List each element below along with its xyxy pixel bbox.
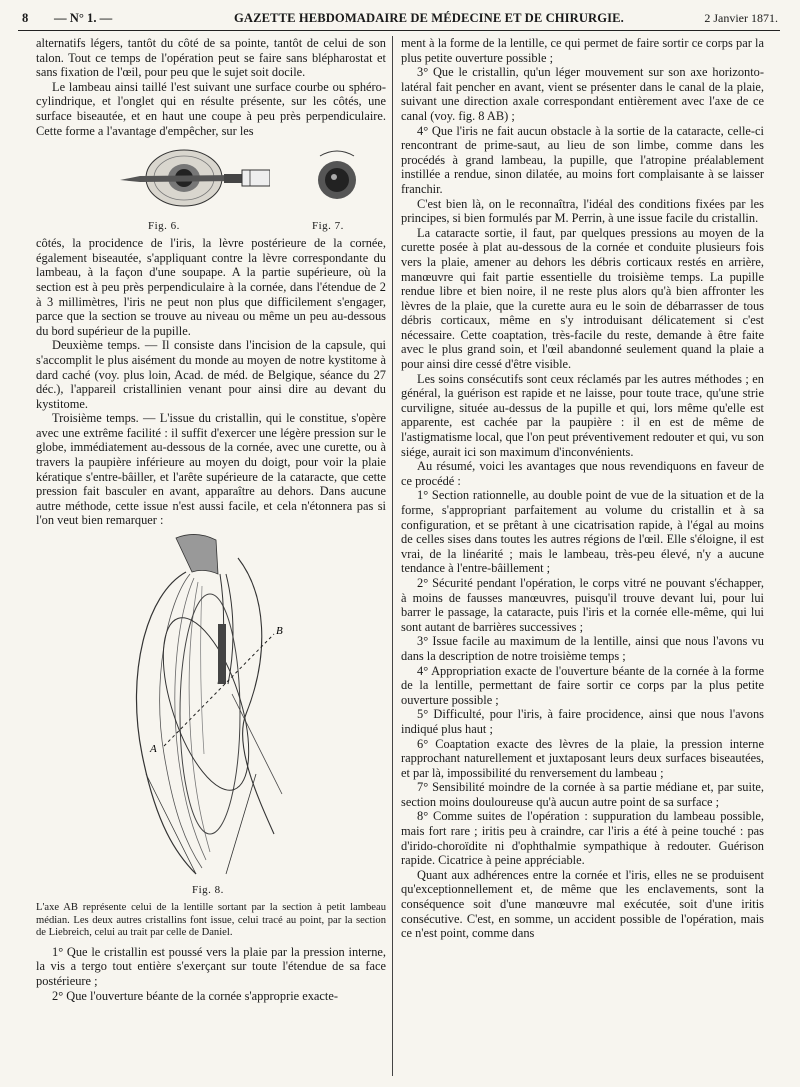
paragraph: Troisième temps. — L'issue du cristallin, qui le constitue, s'opère avec une extrême facilité : il suffit d'exercer une légère pression sur le globe, immédiatement au-dessous de la cornée, avec une curette, ou à travers la paupière inférieure au moyen du doigt, pour voir la plaie kératique s'entre-bâiller, et l'arête supérieure de la cataracte, que cette pression fait basculer en avant, apparaître au dehors. Dans aucune autre méthode, cette issue n'est aussi facile, et cela n'étonnera pas si l'on veut bien remarquer :	[36, 411, 386, 528]
paragraph: 2° Sécurité pendant l'opération, le corps vitré ne pouvant s'échapper, à moins de fausses manœuvres, puisqu'il trouve devant lui, pour lui barrer le passage, la cataracte, puis l'iris et la cornée elle-même, qui lui sont autant de barrières successives ;	[401, 575, 764, 634]
paragraph: alternatifs légers, tantôt du côté de sa pointe, tantôt de celui de son talon. Tout ce temps de l'opération peut se faire sans blépharostat et sans fixation de l'œil, pour peu que le sujet soit docile.	[36, 36, 386, 80]
lens-section-illustration	[106, 534, 306, 882]
column-divider	[392, 36, 393, 1076]
point-b-label: B	[276, 625, 283, 638]
paragraph: Deuxième temps. — Il consiste dans l'incision de la capsule, qui s'accomplit le plus aisément du monde au moyen de notre kystitome à dard caché (voy. plus loin, Acad. de méd. de Belgique, séance du 27 déc.), l'appareil cristallinien venant pour ainsi dire au devant du kystitome.	[36, 338, 386, 411]
figure-8-caption: Fig. 8.	[192, 884, 224, 897]
paragraph: Le lambeau ainsi taillé l'est suivant une surface courbe ou sphéro-cylindrique, et l'onglet qui en résulte présente, sur les côtés, une surface biseautée, et en haut une coupe à peu près perpendiculaire. Cette forme a l'avantage d'empêcher, sur les	[36, 79, 386, 138]
figure-8	[36, 534, 386, 902]
paragraph: 7° Sensibilité moindre de la cornée à sa partie médiane et, par suite, section moins douloureuse qu'à aucun autre point de sa surface ;	[401, 780, 764, 809]
paragraph: côtés, la procidence de l'iris, la lèvre postérieure de la cornée, également biseautée, s'appliquant contre la lèvre correspondante du lambeau, à la façon d'une soupape. A la partie supérieure, où la section est à peu près perpendiculaire à la cornée, dans l'étendue de 2 à 3 millimètres, l'iris ne peut non plus que difficilement s'engager, parce que la section se trouve au niveau ou même un peu au-dessous du bord supérieur de la pupille.	[36, 236, 386, 338]
figures-6-7	[36, 140, 386, 236]
issue-number: — N° 1. —	[54, 11, 113, 25]
journal-title: GAZETTE HEBDOMADAIRE DE MÉDECINE ET DE CHIRURGIE.	[234, 11, 624, 25]
paragraph: 1° Que le cristallin est poussé vers la plaie par la pression interne, la vis a tergo tout entière s'exerçant sur toute l'étendue de sa face postérieure ;	[36, 944, 386, 988]
point-a-label: A	[150, 743, 157, 756]
figure-8-legend: L'axe AB représente celui de la lentille sortant par la section à petit lambeau médian. Les deux autres cristallins font issue, celui tracé au point, par la section de Liebreich, celui au trait par celle de Daniel.	[36, 902, 386, 939]
paragraph: C'est bien là, on le reconnaîtra, l'idéal des conditions fixées par les principes, si bien formulés par M. Perrin, à une issue facile du cristallin.	[401, 196, 764, 226]
paragraph: 6° Coaptation exacte des lèvres de la plaie, la pression interne rapprochant naturellement et juxtaposant leurs deux surfaces biseautées, et par là, impossibilité du renversement du lambeau ;	[401, 736, 764, 780]
paragraph: 3° Issue facile au maximum de la lentille, ainsi que nous l'avons vu dans la description de notre troisième temps ;	[401, 634, 764, 663]
paragraph: 5° Difficulté, pour l'iris, à faire procidence, ainsi que nous l'avons indiqué plus haut ;	[401, 707, 764, 736]
paragraph: 3° Que le cristallin, qu'un léger mouvement sur son axe horizonto-latéral fait pencher en avant, vient se présenter dans le canal de la plaie, suivant une direction axale correspondant entièrement avec l'axe de ce canal (voy. fig. 8 AB) ;	[401, 65, 764, 123]
paragraph: ment à la forme de la lentille, ce qui permet de faire sortir ce corps par la plus petite ouverture possible ;	[401, 36, 764, 65]
page-number: 8	[22, 11, 29, 25]
left-column	[36, 36, 386, 1003]
knife-in-eye-illustration	[120, 146, 270, 212]
paragraph: Au résumé, voici les avantages que nous revendiquons en faveur de ce procédé :	[401, 459, 764, 488]
paragraph: 1° Section rationnelle, au double point de vue de la situation et de la forme, s'appropriant parfaitement au volume du cristallin et à sa configuration, et se prêtant à une cicatrisation rapide, à l'égal au moins de celles sises dans toutes les autres régions de l'œil. Elle s'éloigne, il est vrai, de la linéarité ; mais le lambeau, très-peu élevé, n'y a aucune tendance à l'entre-bâillement ;	[401, 488, 764, 576]
paragraph: 4° Que l'iris ne fait aucun obstacle à la sortie de la cataracte, celle-ci rencontrant de prime-saut, au lieu de son limbe, comme dans les procédés à grand lambeau, la pupille, que l'atropine préalablement instillée a rendue, sinon dilatée, au moins fort complaisante à se laisser franchir.	[401, 123, 764, 196]
page-header	[18, 6, 780, 31]
eye-section-illustration	[312, 146, 362, 206]
issue-date: 2 Janvier 1871.	[704, 11, 778, 25]
paragraph: 8° Comme suites de l'opération : suppuration du lambeau possible, mais fort rare ; iritis peu à craindre, car l'iris a été à peine touché : pas d'irido-choroïdite ni d'ophthalmie sympathique à redouter. Guérison rapide. Cicatrice à peine appréciable.	[401, 809, 764, 868]
paragraph: 4° Appropriation exacte de l'ouverture béante de la cornée à la forme de la lentille, permettant de faire sortir ce corps par la plus petite ouverture possible ;	[401, 663, 764, 707]
paragraph: 2° Que l'ouverture béante de la cornée s'approprie exacte-	[52, 988, 339, 1003]
paragraph: La cataracte sortie, il faut, par quelques pressions au moyen de la curette posée à plat au-dessous de la cornée et conduite plusieurs fois vers la plaie, amener au dehors les débris corticaux restés en arrière, manœuvre qui fait partie essentielle du troisième temps. La pupille rendue libre et bien noire, il ne reste plus alors qu'à bien affronter les lèvres de la plaie, que la curette aura eu le soin de débarrasser de tous débris corticaux, même en s'y introduisant délicatement si c'est nécessaire. Cette coaptation, très-facile du reste, demande à être faite avec le plus grand soin, et l'œil abandonné seulement quand la plaie a pour ainsi dire cessé d'être visible.	[401, 225, 764, 372]
paragraph: Les soins consécutifs sont ceux réclamés par les autres méthodes ; en général, la guérison est rapide et ne laisse, pour toute trace, qu'une strie curviligne, située au-dessus de la pupille et qui, lors même qu'elle est apparente, est cachée par la paupière : il en est de même de l'astigmatisme local, que l'on peut préventivement redouter et qui, vu son siége, aurait ici son maximum d'inconvénients.	[401, 371, 764, 459]
paragraph: Quant aux adhérences entre la cornée et l'iris, elles ne se produisent qu'exceptionnellement et, de même que les enclavements, sont la conséquence soit d'une manœuvre mal exécutée, soit d'une iritis consécutive. C'est, en somme, un accident possible de l'opération, mais ce n'est point, comme dans	[401, 867, 764, 941]
figure-6-caption: Fig. 6.	[148, 220, 180, 233]
right-column	[401, 36, 764, 941]
figure-7-caption: Fig. 7.	[312, 220, 344, 233]
